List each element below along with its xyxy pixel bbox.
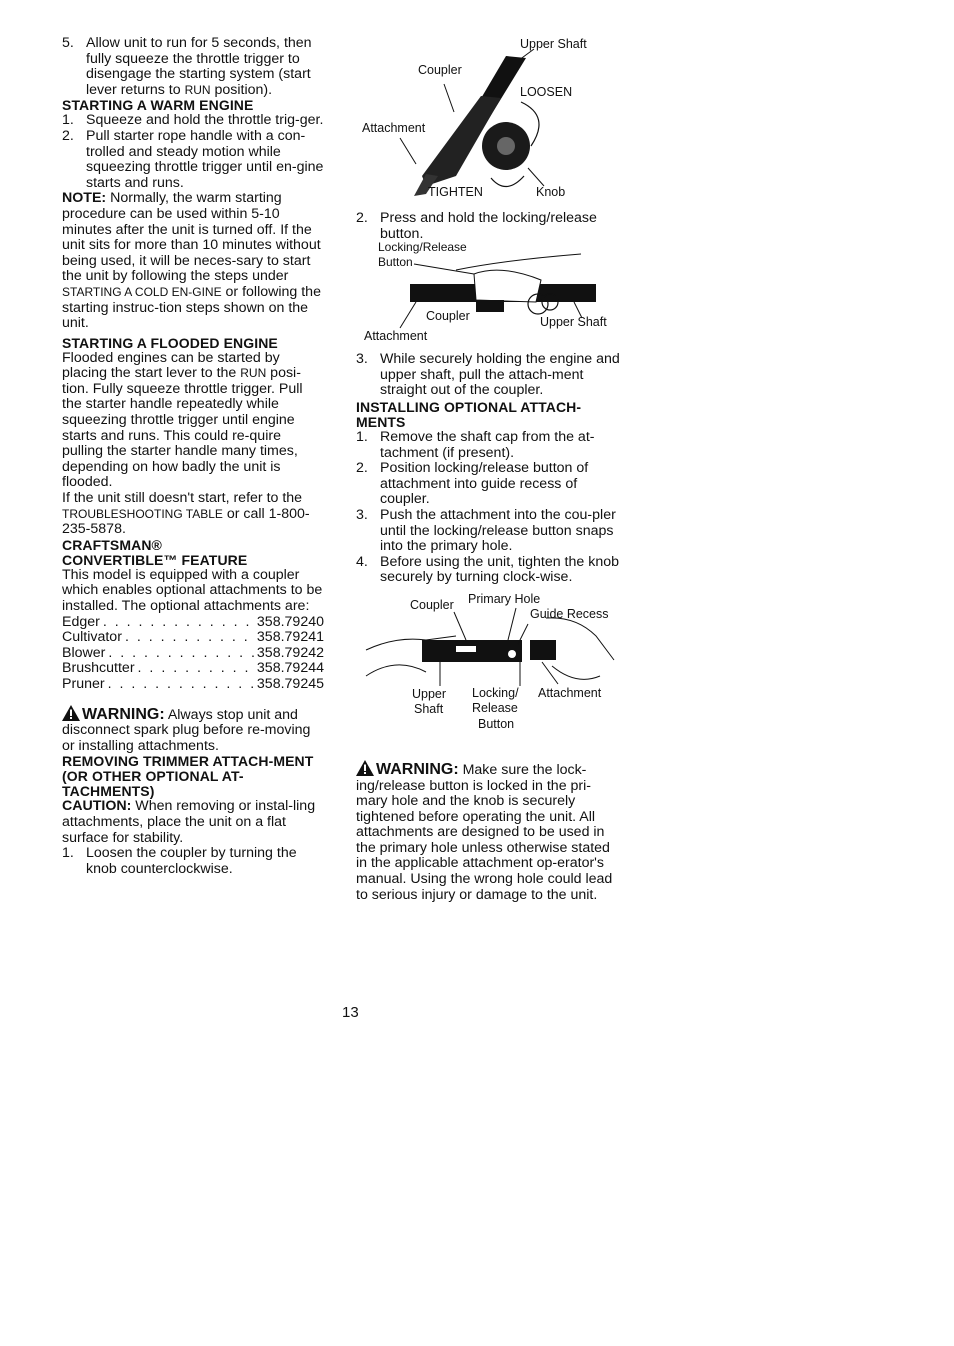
remove-step-1: 1. Loosen the coupler by turning the knob counterclockwise. [62, 845, 297, 877]
troubleshooting-paragraph: If the unit still doesn't start, refer to the TROUBLESHOOTING TABLE or call 1-800-235-5878. [62, 490, 310, 538]
left-column [62, 36, 324, 877]
label-upper-shaft: Upper Shaft [520, 37, 587, 51]
label-knob: Knob [536, 185, 566, 199]
page-number: 13 [342, 1004, 359, 1021]
label-coupler: Coupler [418, 63, 462, 77]
label-shaft: Shaft [414, 701, 444, 716]
label-attachment: Attachment [364, 329, 428, 344]
label-button: Button [378, 255, 413, 270]
label-upper: Upper [412, 686, 447, 701]
warning-icon [356, 760, 374, 776]
removing-heading: REMOVING TRIMMER ATTACH-MENT (OR OTHER OPTIONAL AT-TACHMENTS) [62, 753, 314, 800]
release-button-figure [356, 242, 620, 352]
warning-paragraph: WARNING: Always stop unit and disconnect spark plug before re-moving or installing attachments. [62, 705, 311, 754]
step-5 [62, 36, 324, 98]
label-loosen: LOOSEN [520, 85, 573, 99]
warm-step-1: 1. Squeeze and hold the throttle trig-ger. [62, 112, 324, 129]
label-release: Release [472, 700, 518, 715]
list-item: Brushcutter . . . 358.79244 [62, 661, 324, 677]
right-column [356, 36, 620, 903]
label-locking: Locking/ [472, 685, 519, 700]
install-step-4: 4. Before using the unit, tighten the knob securely by turning clock-wise. [356, 553, 619, 586]
label-attachment: Attachment [362, 121, 426, 135]
list-item: Edger . . . 358.79240 [62, 615, 324, 631]
label-tighten: TIGHTEN [428, 185, 483, 199]
label-attachment: Attachment [538, 685, 602, 700]
warm-engine-heading: STARTING A WARM ENGINE [62, 97, 254, 114]
label-button: Button [478, 716, 515, 731]
craftsman-heading: CRAFTSMAN® CONVERTIBLE™ FEATURE [62, 536, 248, 568]
warning-icon [62, 705, 80, 721]
craftsman-paragraph: This model is equipped with a coupler which enables optional attachments to be installed. The optional attachments are: [62, 566, 323, 614]
step-text: Allow unit to run for 5 seconds, then fully squeeze the throttle trigger to disengage the starting system (start lever returns to RUN position). [86, 35, 312, 98]
label-guide-recess: Guide Recess [530, 606, 609, 621]
install-step-3: 3. Push the attachment into the cou-pler until the locking/release button snaps into the primary hole. [356, 506, 616, 555]
install-step-1: 1. Remove the shaft cap from the at-tachment (if present). [356, 428, 595, 461]
caution-paragraph: CAUTION: When removing or instal-ling attachments, place the unit on a flat surface for stability. [62, 798, 316, 846]
warning-paragraph-2: WARNING: Make sure the lock-ing/release button is locked in the pri-mary hole and the knob is securely tightened before operating the unit. All attachments are designed to be used in the primary hole unless otherwise stated in the applicable attachment op-erator's manual. Using the wrong hole could lead to serious injury or damage to the unit. [356, 760, 613, 903]
warm-step-2: 2. Pull starter rope handle with a con-trolled and steady motion while squeezing throttle trigger until en-gine starts and runs. [62, 127, 324, 191]
label-primary-hole: Primary Hole [468, 591, 541, 606]
list-item: Blower . . . 358.79242 [62, 646, 324, 662]
list-item: Cultivator . . . 358.79241 [62, 630, 324, 646]
remove-step-2: 2. Press and hold the locking/release button. [356, 210, 597, 242]
label-coupler: Coupler [410, 597, 454, 612]
label-locking-release: Locking/Release [378, 240, 467, 255]
flooded-paragraph: Flooded engines can be started by placing the start lever to the RUN posi-tion. Fully squeeze throttle trigger. Pull the starter handle repeatedly while squeezing throttle trigger until engine starts and runs. This could re-quire pulling the starter handle many times, depending on how badly the unit is flooded. [62, 349, 303, 491]
remove-step-3: 3. While securely holding the engine and upper shaft, pull the attach-ment straight out of the coupler. [356, 351, 620, 399]
attachment-parts-list [62, 615, 324, 693]
list-item: Pruner . . . 358.79245 [62, 677, 324, 693]
install-step-2: 2. Position locking/release button of attachment into guide recess of coupler. [356, 460, 589, 508]
installing-heading: INSTALLING OPTIONAL ATTACH-MENTS [356, 398, 582, 430]
label-coupler: Coupler [426, 309, 470, 324]
label-upper-shaft: Upper Shaft [540, 315, 607, 330]
flooded-engine-heading: STARTING A FLOODED ENGINE [62, 334, 278, 351]
coupler-loosen-figure [356, 36, 620, 206]
step-number: 5. [62, 35, 74, 51]
note-paragraph: NOTE: Normally, the warm starting procedure can be used within 5-10 minutes after the unit is turned off. If the unit sits for more than 10 minutes without being used, it will be neces-sary to start the unit by following the steps under STARTING A COLD EN-GINE or following the starting instruc-tion steps shown on the unit. [62, 190, 321, 332]
install-figure [356, 591, 620, 746]
